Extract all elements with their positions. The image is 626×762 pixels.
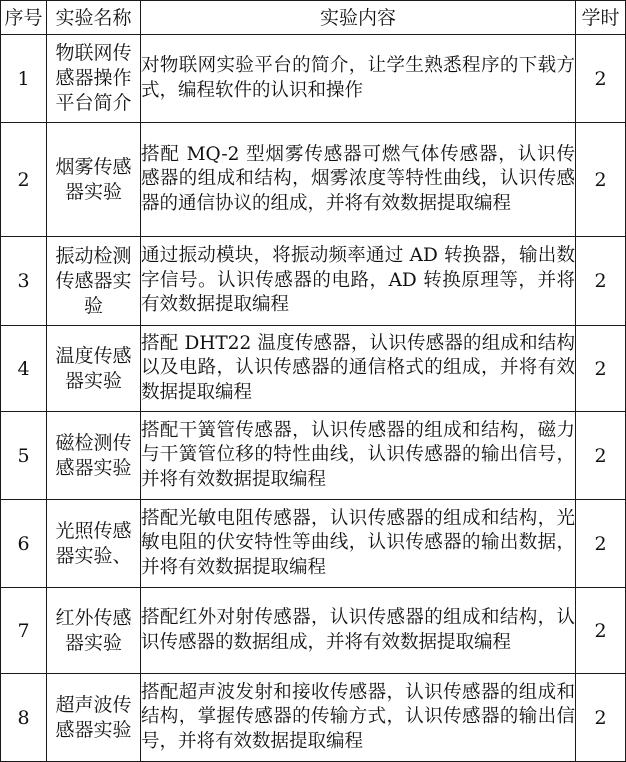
header-content: 实验内容 bbox=[141, 1, 576, 35]
table-row bbox=[1, 674, 626, 762]
table-row bbox=[1, 237, 626, 326]
row-name: 磁检测传感器实验 bbox=[47, 412, 141, 500]
table-row bbox=[1, 326, 626, 412]
row-seq: 7 bbox=[1, 588, 47, 674]
row-seq: 8 bbox=[1, 674, 47, 762]
row-name: 温度传感器实验 bbox=[47, 326, 141, 412]
header-row bbox=[1, 1, 626, 35]
row-hours: 2 bbox=[576, 412, 626, 500]
table-row bbox=[1, 123, 626, 237]
row-name: 振动检测传感器实验 bbox=[47, 237, 141, 326]
row-content: 搭配干簧管传感器，认识传感器的组成和结构，磁力与干簧管位移的特性曲线，认识传感器的输出信号，并将有效数据提取编程 bbox=[141, 412, 576, 500]
row-seq: 1 bbox=[1, 35, 47, 123]
row-hours: 2 bbox=[576, 588, 626, 674]
row-seq: 6 bbox=[1, 500, 47, 588]
row-hours: 2 bbox=[576, 35, 626, 123]
table-row bbox=[1, 412, 626, 500]
row-name: 红外传感器实验 bbox=[47, 588, 141, 674]
row-seq: 5 bbox=[1, 412, 47, 500]
row-content: 搭配红外对射传感器，认识传感器的组成和结构，认识传感器的数据组成，并将有效数据提取编程 bbox=[141, 588, 576, 674]
row-hours: 2 bbox=[576, 326, 626, 412]
row-hours: 2 bbox=[576, 123, 626, 237]
row-seq: 4 bbox=[1, 326, 47, 412]
row-name: 光照传感器实验、 bbox=[47, 500, 141, 588]
header-name: 实验名称 bbox=[47, 1, 141, 35]
row-content: 搭配光敏电阻传感器，认识传感器的组成和结构，光敏电阻的伏安特性等曲线，认识传感器的输出数据，并将有效数据提取编程 bbox=[141, 500, 576, 588]
header-seq: 序号 bbox=[1, 1, 47, 35]
table-row bbox=[1, 588, 626, 674]
row-name: 超声波传感器实验 bbox=[47, 674, 141, 762]
table-row bbox=[1, 500, 626, 588]
header-hours: 学时 bbox=[576, 1, 626, 35]
row-content: 通过振动模块，将振动频率通过 AD 转换器，输出数字信号。认识传感器的电路，AD 转换原理等，并将有效数据提取编程 bbox=[141, 237, 576, 326]
row-name: 物联网传感器操作平台简介 bbox=[47, 35, 141, 123]
row-content: 搭配超声波发射和接收传感器，认识传感器的组成和结构，掌握传感器的传输方式，认识传感器的输出信号，并将有效数据提取编程 bbox=[141, 674, 576, 762]
row-hours: 2 bbox=[576, 237, 626, 326]
row-seq: 3 bbox=[1, 237, 47, 326]
row-content: 对物联网实验平台的简介，让学生熟悉程序的下载方式，编程软件的认识和操作 bbox=[141, 35, 576, 123]
row-name: 烟雾传感器实验 bbox=[47, 123, 141, 237]
row-hours: 2 bbox=[576, 500, 626, 588]
row-content: 搭配 MQ-2 型烟雾传感器可燃气体传感器，认识传感器的组成和结构，烟雾浓度等特性曲线，认识传感器的通信协议的组成，并将有效数据提取编程 bbox=[141, 123, 576, 237]
table-row bbox=[1, 35, 626, 123]
row-hours: 2 bbox=[576, 674, 626, 762]
row-content: 搭配 DHT22 温度传感器，认识传感器的组成和结构以及电路，认识传感器的通信格式的组成，并将有效数据提取编程 bbox=[141, 326, 576, 412]
row-seq: 2 bbox=[1, 123, 47, 237]
